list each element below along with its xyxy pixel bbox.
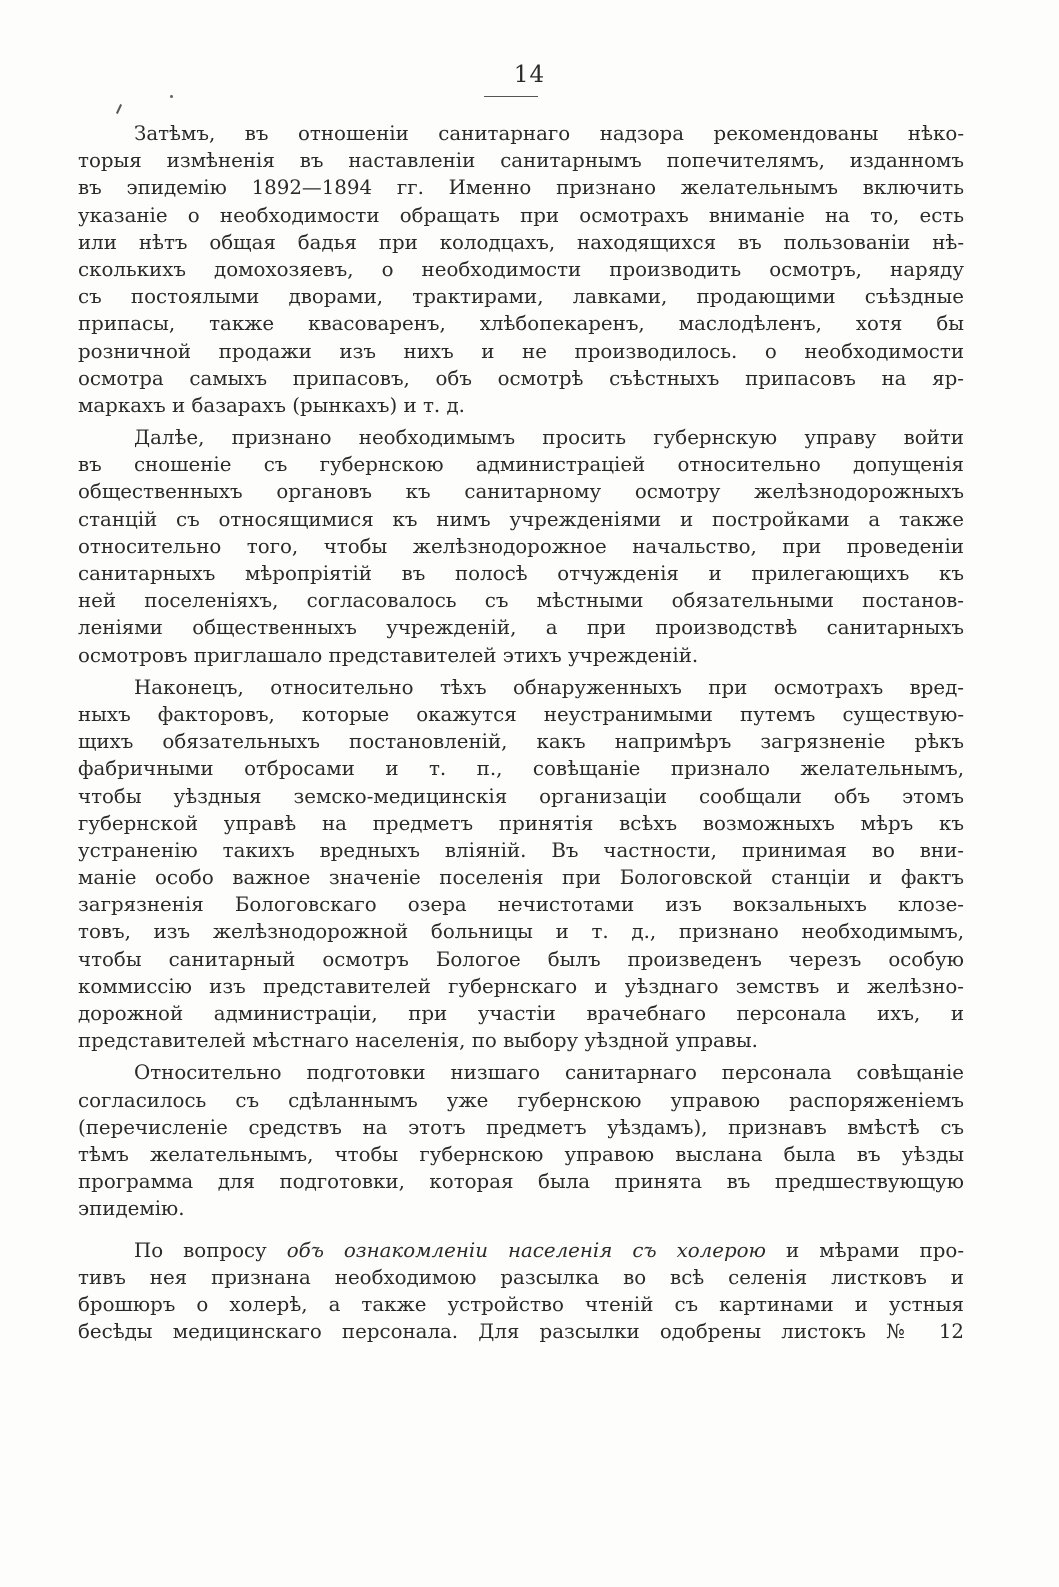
- text-line: розничной продажи изъ нихъ и не производилось. о необходимости: [78, 339, 964, 363]
- paragraph-3: [78, 674, 964, 1055]
- print-mark: [116, 104, 122, 114]
- text-line: чтобы санитарный осмотръ Бологое былъ произведенъ черезъ особую: [78, 947, 964, 971]
- text-line: Относительно подготовки низшаго санитарнаго персонала совѣщаніе: [134, 1061, 964, 1085]
- text-line: представителей мѣстнаго населенія, по выбору уѣздной управы.: [78, 1029, 758, 1053]
- text-line: тѣмъ желательнымъ, чтобы губернскою управою выслана была въ уѣзды: [78, 1142, 964, 1166]
- text-line: программа для подготовки, которая была принята въ предшествующую: [78, 1170, 964, 1194]
- paragraph-2: [78, 424, 964, 669]
- text-line: относительно того, чтобы желѣзнодорожное начальство, при проведеніи: [78, 534, 964, 558]
- page-number-rule: [484, 96, 538, 97]
- paragraph-1: [78, 120, 964, 419]
- text-line: бесѣды медицинскаго персонала. Для разсылки одобрены листокъ № 12: [78, 1320, 964, 1344]
- text-line: загрязненія Бологовскаго озера нечистотами изъ вокзальныхъ клозе-: [78, 893, 964, 917]
- text-line: санитарныхъ мѣропріятій въ полосѣ отчужденія и прилегающихъ къ: [78, 562, 964, 585]
- paragraph-5: [78, 1237, 964, 1346]
- text-line: осмотровъ приглашало представителей этихъ учрежденій.: [78, 643, 699, 667]
- text-run: По вопросу: [134, 1238, 287, 1262]
- text-line: сколькихъ домохозяевъ, о необходимости производить осмотръ, наряду: [78, 257, 964, 281]
- page-number: 14: [513, 62, 546, 88]
- text-line: общественныхъ органовъ къ санитарному осмотру желѣзнодорожныхъ: [78, 480, 964, 504]
- text-line: станцій съ относящимися къ нимъ учрежденіями и постройками а также: [78, 507, 964, 531]
- text-line: дорожной администраціи, при участіи врачебнаго персонала ихъ, и: [78, 1002, 964, 1025]
- text-line: Наконецъ, относительно тѣхъ обнаруженныхъ при осмотрахъ вред-: [134, 675, 964, 699]
- text-line: осмотра самыхъ припасовъ, объ осмотрѣ съѣстныхъ припасовъ на яр-: [78, 366, 964, 390]
- text-line: торыя измѣненія въ наставленіи санитарнымъ попечителямъ, изданномъ: [78, 149, 964, 173]
- text-line: согласилось съ сдѣланнымъ уже губернскою управою распоряженіемъ: [78, 1088, 964, 1112]
- text-line: устраненію такихъ вредныхъ вліяній. Въ частности, принимая во вни-: [78, 838, 964, 862]
- text-line: (перечисленіе средствъ на этотъ предметъ уѣздамъ), признавъ вмѣстѣ съ: [78, 1115, 964, 1139]
- text-line: въ эпидемію 1892—1894 гг. Именно признано желательнымъ включить: [78, 176, 964, 200]
- text-line: коммиссію изъ представителей губернскаго и уѣзднаго земствъ и желѣзно-: [78, 974, 964, 998]
- text-run: и мѣрами про-: [765, 1238, 964, 1262]
- text-line: или нѣтъ общая бадья при колодцахъ, находящихся въ пользованіи нѣ-: [78, 230, 964, 254]
- body-text: [78, 120, 964, 1345]
- text-line: брошюръ о холерѣ, а также устройство чтеній съ картинами и устныя: [78, 1292, 964, 1316]
- text-line: Затѣмъ, въ отношеніи санитарнаго надзора рекомендованы нѣко-: [134, 122, 964, 145]
- text-line: щихъ обязательныхъ постановленій, какъ напримѣръ загрязненіе рѣкъ: [78, 730, 964, 754]
- text-line: маркахъ и базарахъ (рынкахъ) и т. д.: [78, 393, 465, 417]
- text-line: эпидемію.: [78, 1197, 185, 1221]
- paragraph-4: [78, 1059, 964, 1222]
- text-line: съ постоялыми дворами, трактирами, лавками, продающими съѣздные: [78, 285, 964, 309]
- text-line: тивъ нея признана необходимою разсылка во всѣ селенія листковъ и: [78, 1265, 964, 1289]
- text-line: леніями общественныхъ учрежденій, а при производствѣ санитарныхъ: [78, 616, 964, 640]
- text-line-with-italic: [78, 1237, 964, 1264]
- text-line: маніе особо важное значеніе поселенія при Бологовской станціи и фактъ: [78, 866, 964, 890]
- text-line: чтобы уѣздныя земско-медицинскія организаціи сообщали объ этомъ: [78, 784, 964, 808]
- text-line: припасы, также квасоваренъ, хлѣбопекаренъ, маслодѣленъ, хотя бы: [78, 312, 964, 336]
- text-line: фабричными отбросами и т. п., совѣщаніе признало желательнымъ,: [78, 757, 964, 781]
- text-line: товъ, изъ желѣзнодорожной больницы и т. д., признано необходимымъ,: [78, 920, 964, 944]
- text-line: губернской управѣ на предметъ принятія всѣхъ возможныхъ мѣръ къ: [78, 811, 964, 835]
- text-line: ней поселеніяхъ, согласовалось съ мѣстными обязательными постанов-: [78, 589, 964, 613]
- text-line: указаніе о необходимости обращать при осмотрахъ вниманіе на то, есть: [78, 203, 964, 227]
- italic-phrase: объ ознакомленіи населенія съ холерою: [286, 1238, 766, 1262]
- text-line: ныхъ факторовъ, которые окажутся неустранимыми путемъ существую-: [78, 702, 964, 726]
- print-speck: [170, 95, 173, 98]
- text-line: Далѣе, признано необходимымъ просить губернскую управу войти: [134, 426, 964, 450]
- text-line: въ сношеніе съ губернскою администраціей относительно допущенія: [78, 453, 964, 477]
